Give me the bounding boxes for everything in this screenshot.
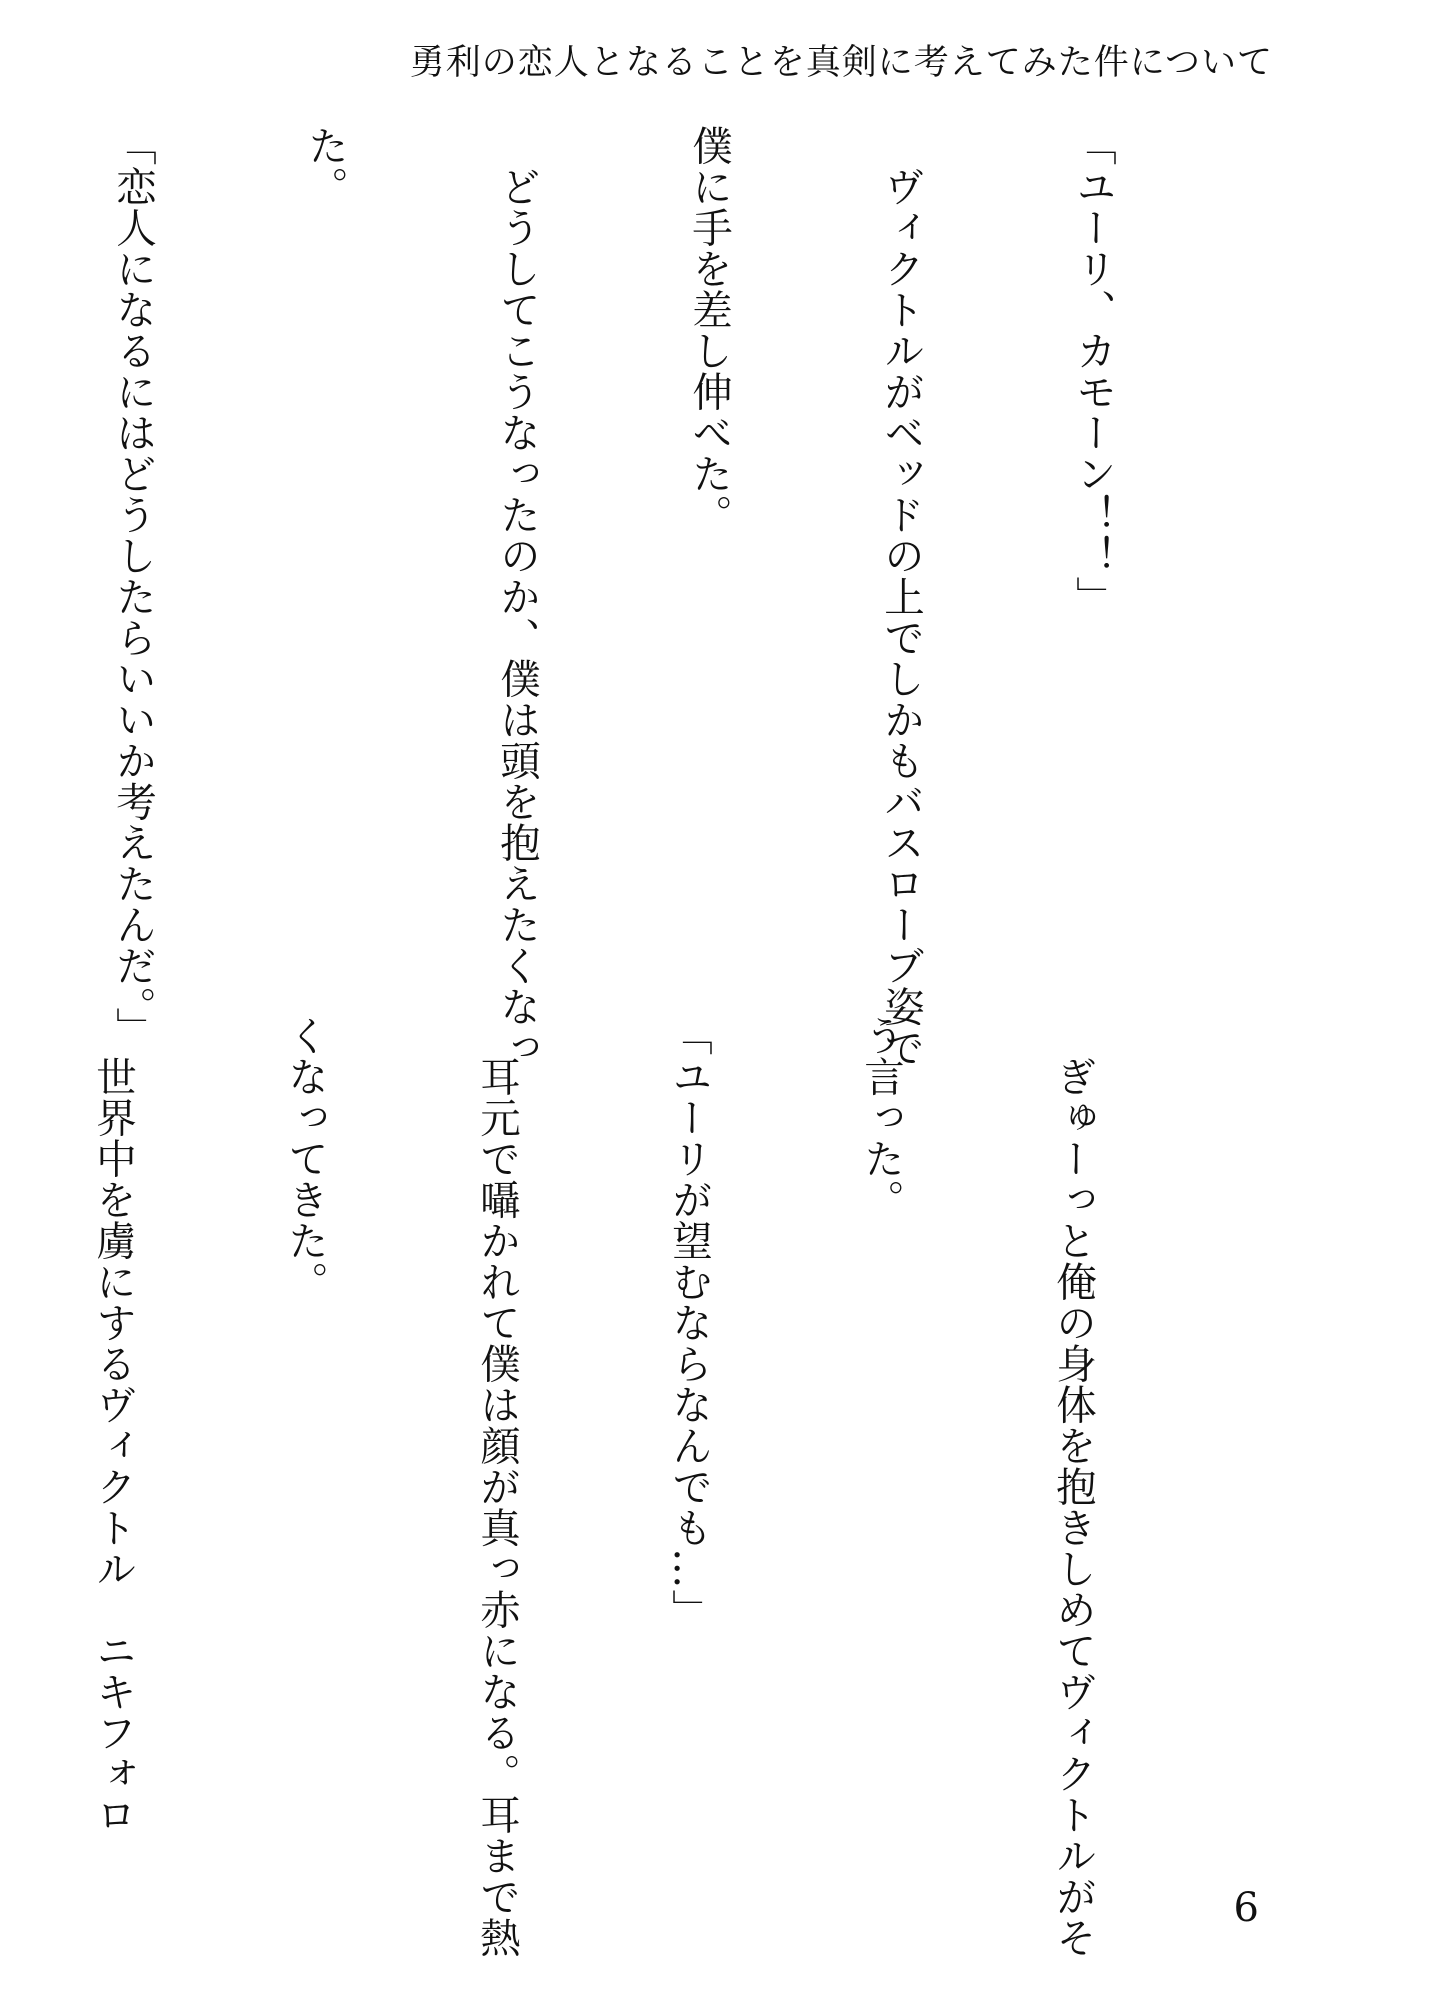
text-line: 「ユーリが望むならなんでも…」 bbox=[665, 1015, 713, 1630]
page-number: 6 bbox=[1233, 1885, 1259, 1931]
text-line: くなってきた。 bbox=[281, 1015, 329, 1302]
text-line: 「恋人になるにはどうしたらいいか考えたんだ。」 bbox=[109, 125, 157, 1048]
text-line: う言った。 bbox=[857, 1015, 905, 1220]
text-line: た。 bbox=[301, 125, 349, 207]
text-line: 僕に手を差し伸べた。 bbox=[685, 125, 733, 535]
page-title: 勇利の恋人となることを真剣に考えてみた件について bbox=[409, 43, 1273, 83]
text-line: 世界中を虜にするヴィクトル ニキフォロ bbox=[89, 1015, 137, 1835]
text-line: ぎゅーっと俺の身体を抱きしめてヴィクトルがそ bbox=[1049, 1015, 1097, 1958]
text-line: ヴィクトルがベッドの上でしかもバスローブ姿で bbox=[877, 125, 925, 1068]
text-line: 耳元で囁かれて僕は顔が真っ赤になる。耳まで熱 bbox=[473, 1015, 521, 1958]
text-line: 「ユーリ、カモーン！！」 bbox=[1069, 125, 1117, 617]
text-line: どうしてこうなったのか、僕は頭を抱えたくなっ bbox=[493, 125, 541, 1068]
text-block-top bbox=[0, 125, 1253, 1068]
text-block-bottom bbox=[0, 1015, 1233, 1958]
